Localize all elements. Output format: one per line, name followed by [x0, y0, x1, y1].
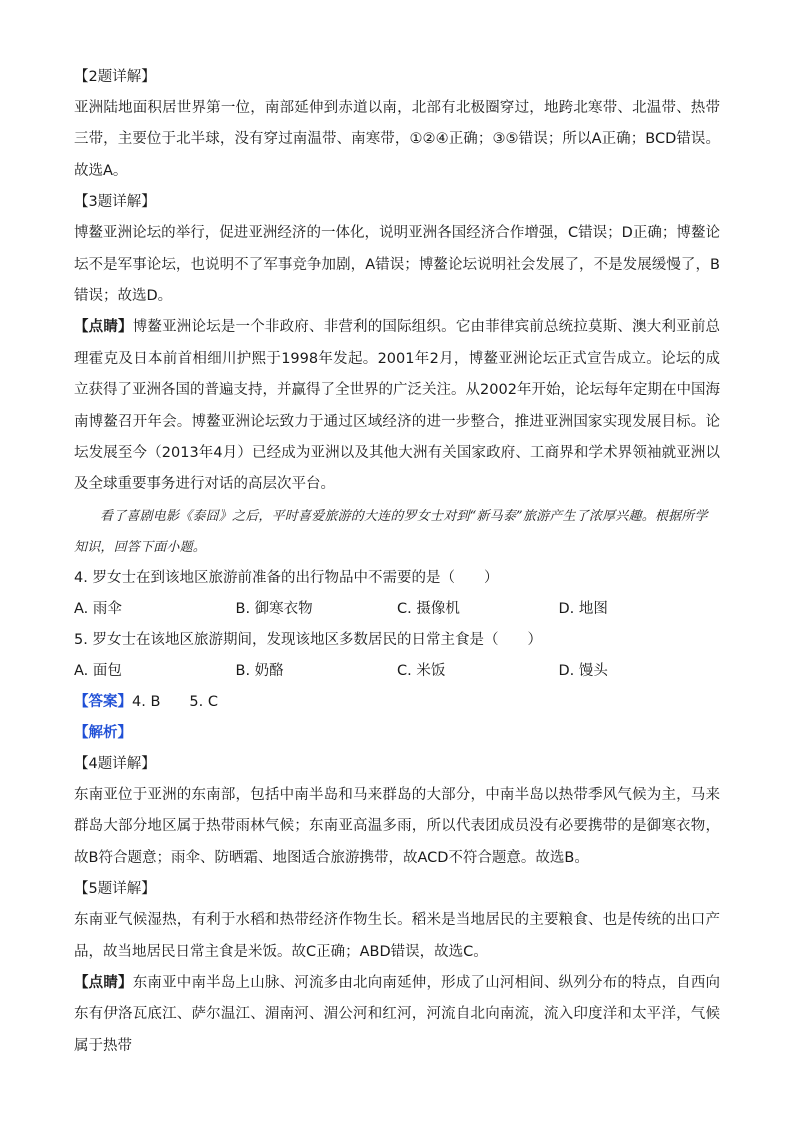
key-point-2 — [74, 968, 720, 1062]
key-point-text: 博鳌亚洲论坛是一个非政府、非营利的国际组织。它由菲律宾前总统拉莫斯、澳大利亚前总理霍克及日本前首相细川护熙于1998年发起。2001年2月，博鳌亚洲论坛正式宣告成立。论坛的成立获得了亚洲各国的普遍支持，并赢得了全世界的广泛关注。从2002年开始，论坛每年定期在中国海南博鳌召开年会。博鳌亚洲论坛致力于通过区域经济的进一步整合，推进亚洲国家实现发展目标。论坛发展至今（2013年4月）已经成为亚洲以及其他大洲有关国家政府、工商界和学术界领袖就亚洲以及全球重要事务进行对话的高层次平台。 — [74, 319, 721, 493]
key-point-1 — [74, 312, 720, 500]
section-heading-q2: 【2题详解】 — [74, 69, 156, 85]
option-b: B. 奶酪 — [235, 662, 284, 679]
question-4-stem: 4. 罗女士在到该地区旅游前准备的出行物品中不需要的是（ ） — [74, 569, 499, 586]
explanation-q3: 博鳌亚洲论坛的举行，促进亚洲经济的一体化，说明亚洲各国经济合作增强，C错误；D正确；博鳌论坛不是军事论坛，也说明不了军事竞争加剧，A错误；博鳌论坛说明社会发展了，不是发展缓慢了，B错误；故选D。 — [74, 225, 720, 305]
section-heading-q4: 【4题详解】 — [74, 755, 156, 772]
option-a: A. 面包 — [74, 662, 122, 679]
option-a: A. 雨伞 — [74, 600, 122, 617]
option-d: D. 地图 — [558, 600, 608, 617]
answer-line — [74, 687, 720, 718]
analysis-tag: 【解析】 — [74, 724, 132, 741]
section-heading-q3: 【3题详解】 — [74, 194, 156, 211]
option-d: D. 馒头 — [558, 662, 608, 679]
option-c: C. 摄像机 — [397, 600, 460, 617]
key-point-tag: 【点睛】 — [74, 974, 133, 991]
section-heading-q5: 【5题详解】 — [74, 881, 156, 898]
key-point-tag: 【点睛】 — [74, 319, 133, 336]
question-4-options — [74, 594, 720, 625]
explanation-q4: 东南亚位于亚洲的东南部，包括中南半岛和马来群岛的大部分，中南半岛以热带季风气候为主，马来群岛大部分地区属于热带雨林气候；东南亚高温多雨，所以代表团成员没有必要携带的是御寒衣物，故B符合题意；雨伞、防晒霜、地图适合旅游携带，故ACD不符合题意。故选B。 — [74, 786, 720, 866]
question-intro: 看了喜剧电影《泰囧》之后，平时喜爱旅游的大连的罗女士对到“新马泰”旅游产生了浓厚兴趣。根据所学知识，回答下面小题。 — [74, 508, 708, 555]
option-b: B. 御寒衣物 — [235, 600, 313, 617]
key-point-text: 东南亚中南半岛上山脉、河流多由北向南延伸，形成了山河相间、纵列分布的特点，自西向东有伊洛瓦底江、萨尔温江、湄南河、湄公河和红河，河流自北向南流，流入印度洋和太平洋，气候属于热带 — [74, 974, 721, 1054]
analysis-line — [74, 718, 720, 749]
question-5-stem: 5. 罗女士在该地区旅游期间，发现该地区多数居民的日常主食是（ ） — [74, 631, 542, 648]
answer-tag: 【答案】 — [74, 693, 132, 710]
document-page — [74, 62, 720, 1062]
explanation-q5: 东南亚气候湿热，有利于水稻和热带经济作物生长。稻米是当地居民的主要粮食、也是传统的出口产品，故当地居民日常主食是米饭。故C正确；ABD错误，故选C。 — [74, 912, 720, 960]
question-5-options — [74, 656, 720, 687]
explanation-q2: 亚洲陆地面积居世界第一位，南部延伸到赤道以南，北部有北极圈穿过，地跨北寒带、北温带、热带三带，主要位于北半球，没有穿过南温带、南寒带，①②④正确；③⑤错误；所以A正确；BCD错误。故选A。 — [74, 100, 720, 179]
option-c: C. 米饭 — [397, 662, 446, 679]
answer-text: 4. B 5. C — [132, 693, 218, 710]
